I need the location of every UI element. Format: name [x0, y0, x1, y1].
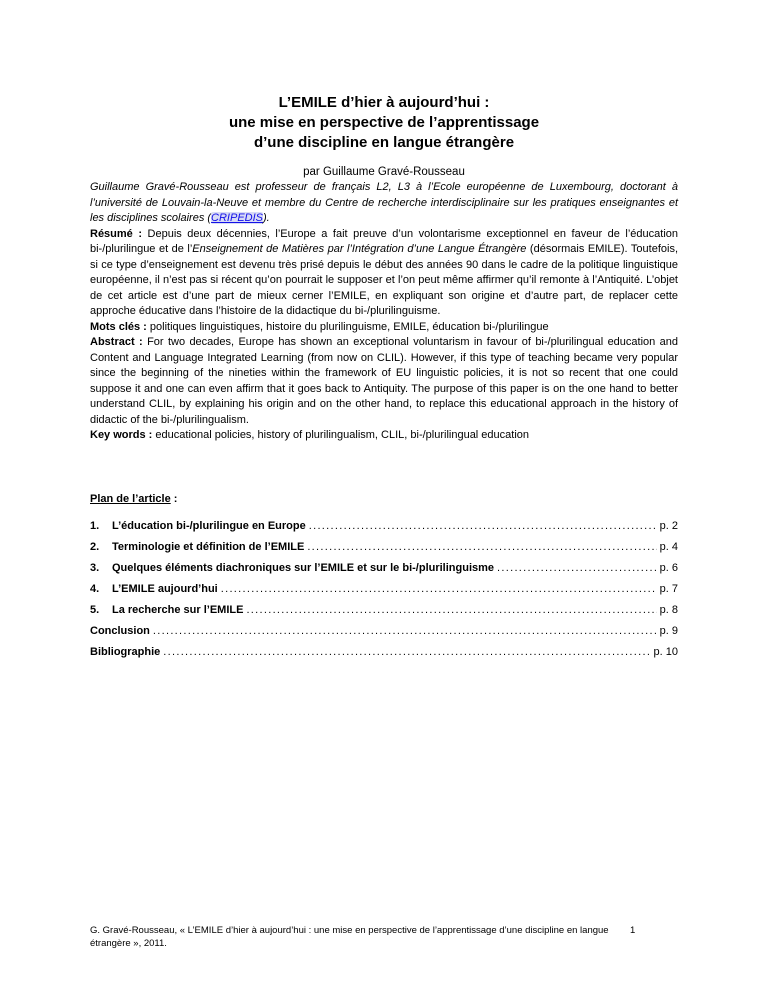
title-line-1: L’EMILE d’hier à aujourd’hui :: [278, 94, 490, 111]
toc-row-3: [90, 562, 678, 583]
author-bio: [90, 180, 678, 227]
resume-text: Depuis deux décennies, l’Europe a fait preuve d’un volontarisme exceptionnel en faveur de l’éducation bi-/plurilingue et de l’: [90, 227, 678, 255]
dot-leader: [163, 646, 650, 658]
toc-page-number: p. 7: [659, 582, 678, 595]
dot-leader: [246, 604, 656, 616]
toc-page-number: p. 2: [659, 519, 678, 532]
resume-label: Résumé :: [90, 227, 142, 240]
toc-item-label: Conclusion: [90, 624, 150, 637]
toc-page-number: p. 9: [659, 624, 678, 637]
dot-leader: [309, 520, 657, 532]
dot-leader: [307, 541, 656, 553]
page-footer: [90, 925, 680, 950]
toc-item-label: L’éducation bi-/plurilingue en Europe: [112, 519, 306, 532]
mots-cles-label: Mots clés :: [90, 320, 147, 333]
key-words-line: [90, 428, 678, 444]
toc-item-number: 3.: [90, 561, 100, 574]
toc-item-label: Terminologie et définition de l’EMILE: [112, 540, 305, 553]
toc-row-4: [90, 583, 678, 604]
resume-text-end: (désormais EMILE). Toutefois, si ce type d’enseignement est devenu très prisé depuis le début des années 90 dans le cadre de la politique linguistique européenne, il n’est pas si récent qu’on pourrait le supposer et l’on peut même affirmer qu’il remonte à l’Antiquité. L’objet de cet article est d’une part de mieux cerner l’EMILE, en expliquant son origine et d’autre part, de replacer cette approche éducative dans l’histoire de la didactique du bi-/plurilinguisme.: [90, 243, 678, 317]
author-byline: par Guillaume Gravé-Rousseau: [303, 166, 465, 178]
dot-leader: [497, 562, 657, 574]
plan-heading: [90, 492, 678, 507]
mots-cles-line: [90, 320, 678, 336]
toc-item-label: L’EMILE aujourd’hui: [112, 582, 218, 595]
toc-page-number: p. 4: [659, 540, 678, 553]
title-line-2: une mise en perspective de l’apprentissage: [228, 114, 540, 131]
abstract-label: Abstract :: [90, 336, 143, 348]
toc-item-number: 4.: [90, 582, 100, 595]
footer-citation: G. Gravé-Rousseau, « L’EMILE d’hier à aujourd’hui : une mise en perspective de l’apprentissage d’une discipline en langue étrangère », 2011.: [90, 925, 609, 949]
toc-item-number: 2.: [90, 540, 100, 553]
cripedis-link[interactable]: CRIPEDIS: [211, 212, 264, 224]
toc-page-number: p. 6: [659, 561, 678, 574]
article-title: [90, 93, 678, 153]
footer-page-number: 1: [630, 925, 636, 936]
resume-italic-phrase: Enseignement de Matières par l’Intégration d’une Langue Étrangère: [192, 243, 527, 255]
plan-heading-text: Plan de l’article: [90, 492, 171, 505]
dot-leader: [221, 583, 657, 595]
toc-item-label: Bibliographie: [90, 645, 161, 658]
mots-cles-text: politiques linguistiques, histoire du plurilinguisme, EMILE, éducation bi-/plurilingue: [149, 320, 549, 333]
toc-item-number: 5.: [90, 603, 100, 616]
key-words-text: educational policies, history of plurilingualism, CLIL, bi-/plurilingual education: [155, 429, 530, 441]
title-line-3: d’une discipline en langue étrangère: [253, 134, 515, 151]
toc-row-bibliographie: [90, 646, 678, 667]
abstract-text: For two decades, Europe has shown an exceptional voluntarism in favour of bi-/plurilingual education and Content and Language Integrated Learning (from now on CLIL). However, if this type of teaching became very popular since the beginning of the nineties within the framework of EU linguistic policies, it is not so recent that one could suppose it and one can even affirm that it goes back to Antiquity. The purpose of this paper is on the one hand to better understand CLIL, by explaining his origin and on the other hand, to replace this educational approach in the history of didactic of the bi-/plurilingualism.: [90, 336, 679, 426]
toc-item-number: 1.: [90, 519, 100, 532]
toc-item-label: Quelques éléments diachroniques sur l’EMILE et sur le bi-/plurilinguisme: [112, 561, 495, 574]
plan-heading-colon: :: [170, 492, 178, 505]
abstract-paragraph: [90, 335, 678, 428]
toc-row-1: [90, 520, 678, 541]
bio-text-end: ).: [263, 212, 270, 224]
key-words-label: Key words :: [90, 429, 153, 441]
toc-row-5: [90, 604, 678, 625]
page-content: [0, 93, 768, 667]
toc-item-label: La recherche sur l’EMILE: [112, 603, 244, 616]
table-of-contents: [90, 520, 678, 667]
toc-page-number: p. 8: [659, 603, 678, 616]
bio-text: Guillaume Gravé-Rousseau est professeur de français L2, L3 à l’Ecole européenne de Luxembourg, doctorant à l’université de Louvain-la-Neuve et membre du Centre de recherche interdisciplinaire sur les pratiques enseignantes et les disciplines scolaires (: [90, 181, 678, 224]
toc-row-conclusion: [90, 625, 678, 646]
toc-page-number: p. 10: [653, 645, 678, 658]
resume-paragraph: [90, 227, 678, 320]
toc-row-2: [90, 541, 678, 562]
dot-leader: [153, 625, 657, 637]
